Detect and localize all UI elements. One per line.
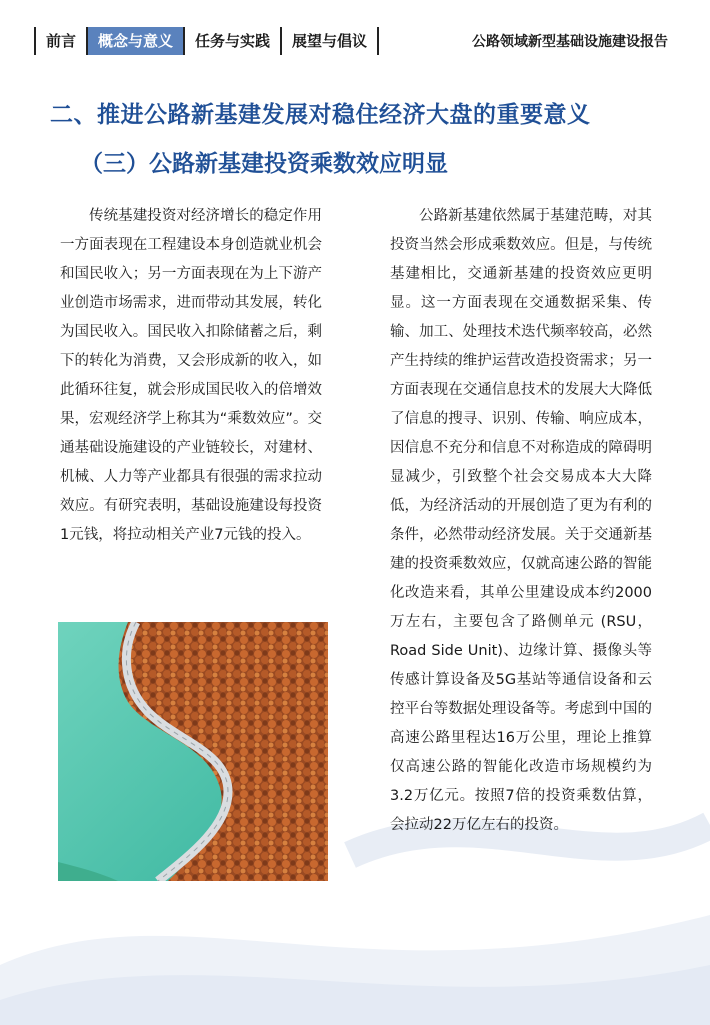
aerial-road-forest-photo [58,622,328,881]
nav-divider [377,27,379,55]
report-title: 公路领域新型基础设施建设报告 [472,34,668,50]
tab-preface[interactable]: 前言 [46,32,77,50]
tab-tasks-practice[interactable]: 任务与实践 [195,32,271,50]
right-column-paragraph: 公路新基建依然属于基建范畴，对其投资当然会形成乘数效应。但是，与传统基建相比，交通新基建的投资效应更明显。这一方面表现在交通数据采集、传输、加工、处理技术迭代频率较高，必然产生持续的维护运营改造投资需求；另一方面表现在交通信息技术的发展大大降低了信息的搜寻、识别、传输、响应成本，因信息不充分和信息不对称造成的障碍明显减少，引致整个社会交易成本大大降低，为经济活动的开展创造了更为有利的条件，必然带动经济发展。关于交通新基建的投资乘数效应，仅就高速公路的智能化改造来看，其单公里建设成本约2000万左右，主要包含了路侧单元 (RSU，Road Side Unit)、边缘计算、摄像头等传感计算设备及5G基站等通信设备和云控平台等数据处理设备等。考虑到中国的高速公路里程达16万公里，理论上推算仅高速公路的智能化改造市场规模约为3.2万亿元。按照7倍的投资乘数估算，会拉动22万亿左右的投资。 [390,208,652,833]
tab-outlook-initiative[interactable]: 展望与倡议 [292,32,368,50]
left-column-paragraph: 传统基建投资对经济增长的稳定作用一方面表现在工程建设本身创造就业机会和国民收入；另一方面表现在为上下游产业创造市场需求，进而带动其发展，转化为国民收入。国民收入扣除储蓄之后，剩下的转化为消费，又会形成新的收入，如此循环往复，就会形成国民收入的倍增效果，宏观经济学上称其为“乘数效应”。交通基础设施建设的产业链较长，对建材、机械、人力等产业都具有很强的需求拉动效应。有研究表明，基础设施建设每投资1元钱，将拉动相关产业7元钱的投入。 [60,208,322,543]
section-subheading: （三）公路新基建投资乘数效应明显 [80,151,448,177]
section-heading: 二、推进公路新基建发展对稳住经济大盘的重要意义 [50,102,591,128]
tab-concept-significance[interactable]: 概念与意义 [88,27,183,55]
top-navigation [34,26,379,56]
